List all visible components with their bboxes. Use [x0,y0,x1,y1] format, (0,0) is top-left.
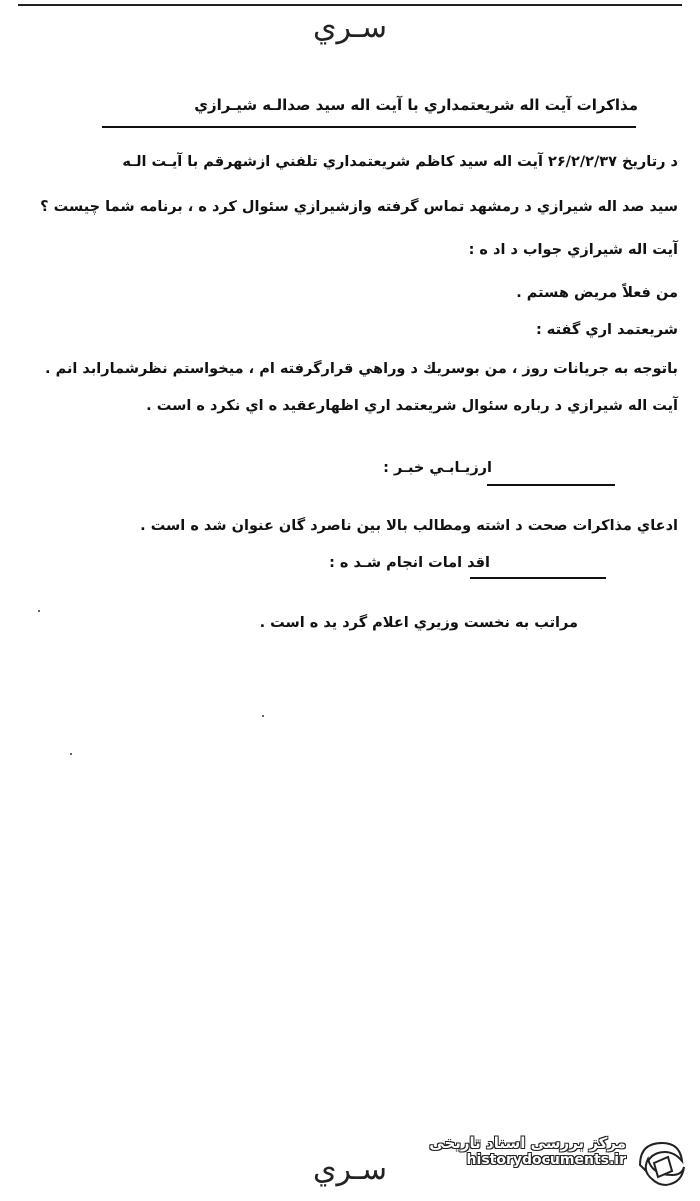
actions-heading: اقد امات انجام شـد ه : [329,555,490,571]
body-line-7: آيت اله شيرازي د رباره سئوال شريعتمد اري اظهارعقيد ه اي نكرد ه است . [146,398,678,414]
body-line-1: د رتاريخ ۲۶/۲/۲/۳۷ آيت اله سيد كاظم شريعتمداري تلفني ازشهرقم با آيـت الـه [122,154,678,170]
document-title: مذاكرات آيت اله شريعتمداري با آيت اله سيد صدالـه شيـرازي [194,96,638,114]
watermark-organization: مرکز بررسی اسناد تاریخی [429,1134,626,1152]
assessment-text: ادعاي مذاكرات صحت د اشته ومطالب بالا بين ناصرد گان عنوان شد ه است . [140,518,678,534]
watermark-url: historydocuments.ir [466,1152,626,1168]
speck [70,753,72,755]
body-line-6: باتوجه به جريانات روز ، من بوسريك د وراهي قرارگرفته ام ، ميخواستم نظرشمارابد انم . [45,361,678,377]
title-underline [102,126,636,128]
speck [262,715,264,717]
assessment-heading: ارزيـابـي خبـر : [383,460,492,476]
assessment-heading-underline [487,484,615,486]
body-line-2: سيد صد اله شيرازي د رمشهد تماس گرفته وازشيرازي سئوال كرد ه ، برنامه شما چيست ؟ [40,199,678,215]
body-line-3: آيت اله شيرازي جواب د اد ه : [468,242,678,258]
archive-logo-icon [632,1135,688,1191]
body-line-5: شريعتمد اري گفته : [535,322,678,338]
classification-stamp-bottom: سـري [313,1152,387,1187]
speck [38,610,40,612]
archive-watermark [429,1134,626,1168]
top-border [18,4,682,6]
classification-stamp-top: سـري [313,10,387,45]
actions-heading-underline [470,577,606,579]
body-line-4: من فعلاً مريض هستم . [516,285,678,301]
actions-text: مراتب به نخست وزيري اعلام گرد يد ه است . [259,615,578,631]
